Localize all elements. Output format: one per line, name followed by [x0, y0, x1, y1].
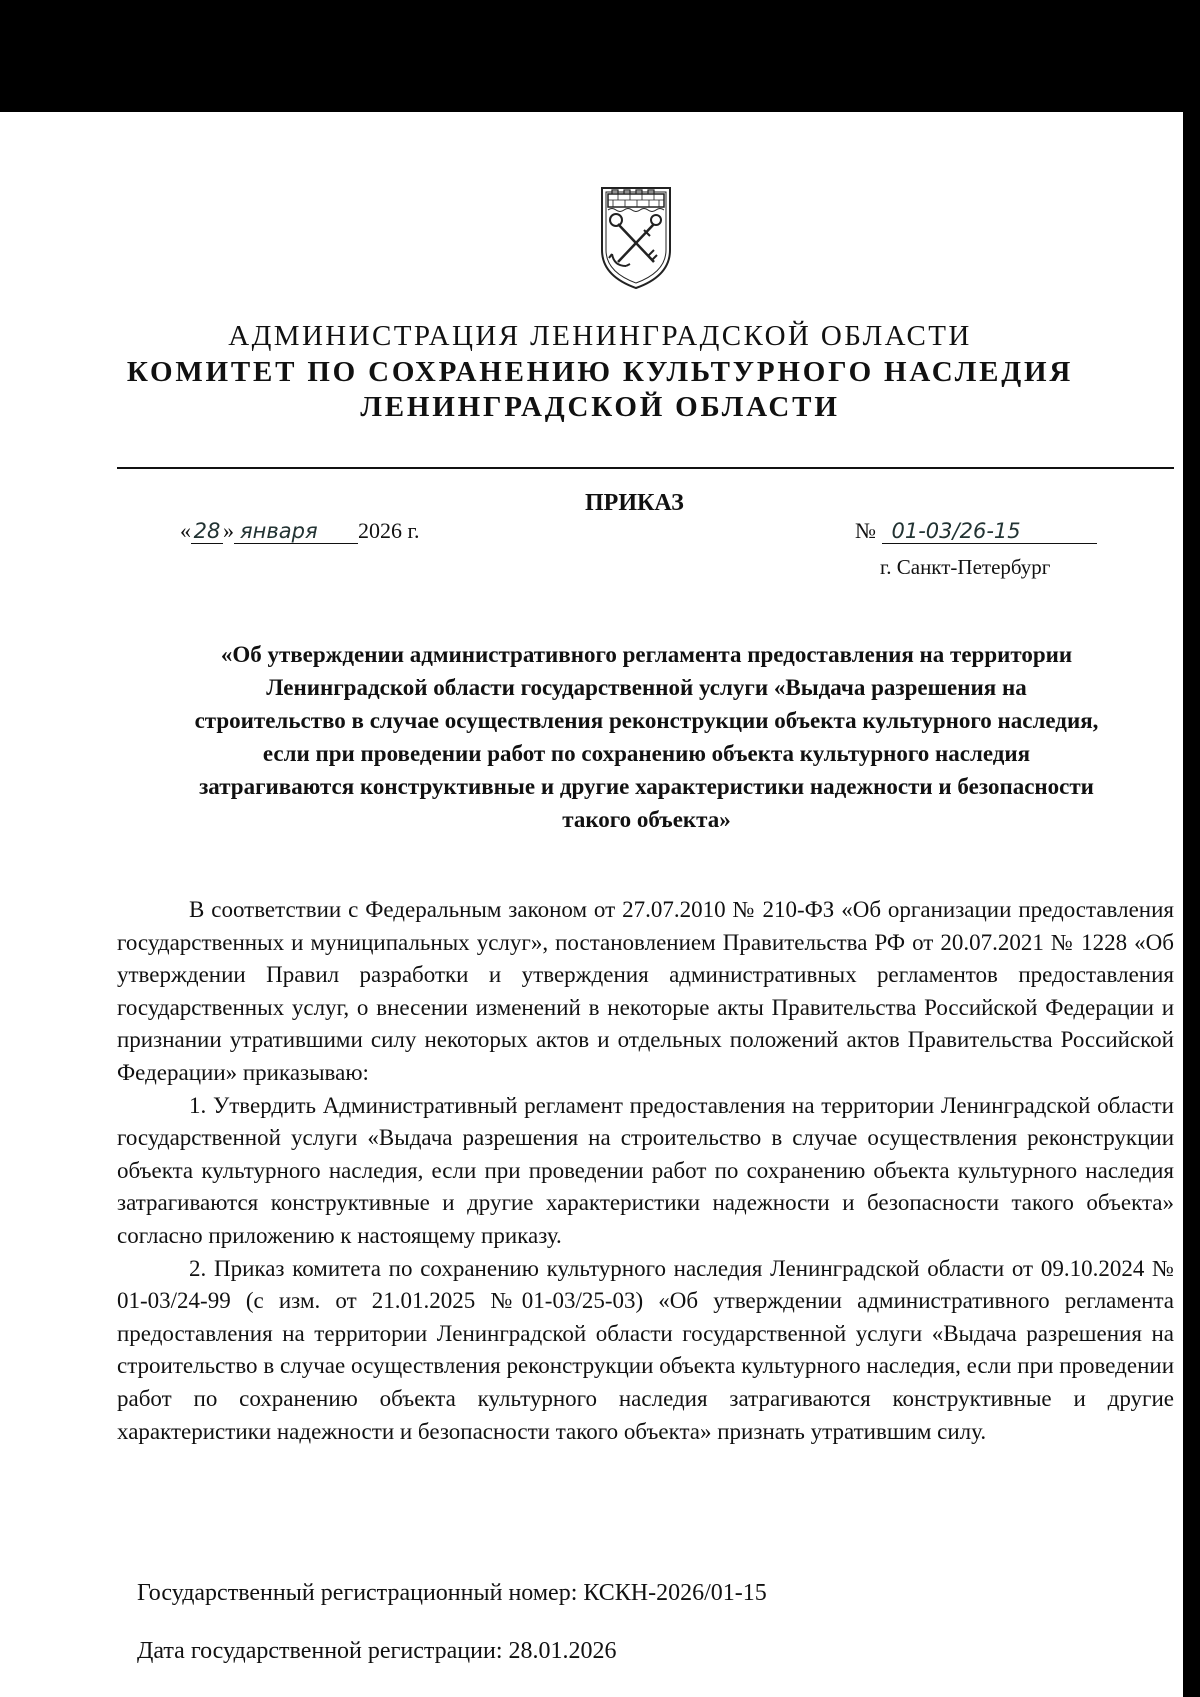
subject-line: такого объекта» [562, 807, 731, 832]
registration-date-label: Дата государственной регистрации: [137, 1638, 503, 1664]
registration-date-value: 28.01.2026 [508, 1638, 617, 1664]
order-month: января [234, 519, 358, 544]
order-subject [120, 638, 1173, 836]
administration-title: АДМИНИСТРАЦИЯ ЛЕНИНГРАДСКОЙ ОБЛАСТИ [228, 320, 972, 352]
registration-number [137, 1580, 767, 1607]
order-item-2: 2. Приказ комитета по сохранению культурного наследия Ленинградской области от 09.10.2024 № 01-03/24-99 (с изм. от 21.01.2025 №01-03/25-03) «Об утверждении административного регламента предоставления на территории Ленинградской области государственной услуги «Выдача разрешения на строительство в случае осуществления реконструкции объекта культурного наследия, если при проведении работ по сохранению объекта культурного наследия затрагиваются конструктивные и другие характеристики надежности и безопасности такого объекта» признать утратившим силу. [117, 1255, 1174, 1444]
order-date [180, 518, 420, 544]
committee-title-line1: КОМИТЕТ ПО СОХРАНЕНИЮ КУЛЬТУРНОГО НАСЛЕДИЯ [126, 356, 1074, 388]
scan-right-border [1183, 0, 1200, 1697]
order-day: 28 [191, 519, 223, 544]
date-open-quote: « [180, 518, 191, 543]
order-number-value: 01-03/26-15 [882, 519, 1097, 544]
subject-line: строительство в случае осуществления реконструкции объекта культурного наследия, [194, 708, 1099, 733]
registration-date [137, 1638, 617, 1665]
order-year: 2026 г. [358, 518, 420, 543]
order-city: г. Санкт-Петербург [880, 555, 1051, 579]
coat-of-arms-icon [596, 180, 676, 292]
scan-top-border [0, 0, 1200, 112]
order-item-1: 1. Утвердить Административный регламент предоставления на территории Ленинградской области государственной услуги «Выдача разрешения на строительство в случае осуществления реконструкции объекта культурного наследия, если при проведении работ по сохранению объекта культурного наследия затрагиваются конструктивные и другие характеристики надежности и безопасности такого объекта» согласно приложению к настоящему приказу. [117, 1092, 1174, 1248]
order-body [117, 894, 1174, 1448]
registration-number-value: КСКН-2026/01-15 [583, 1580, 767, 1606]
subject-line: «Об утверждении административного регламента предоставления на территории [220, 642, 1073, 667]
preamble-paragraph: В соответствии с Федеральным законом от 27.07.2010 № 210-ФЗ «Об организации предоставления государственных и муниципальных услуг», постановлением Правительства РФ от 20.07.2021 № 1228 «Об утверждении Правил разработки и утверждения административных регламентов предоставления государственных услуг, о внесении изменений в некоторые акты Правительства Российской Федерации и признании утратившими силу некоторых актов и отдельных положений актов Правительства Российской Федерации» приказываю: [117, 897, 1174, 1085]
order-number [855, 518, 1097, 544]
subject-line: Ленинградской области государственной услуги «Выдача разрешения на [266, 675, 1027, 700]
committee-title-line2: ЛЕНИНГРАДСКОЙ ОБЛАСТИ [360, 391, 840, 423]
registration-number-label: Государственный регистрационный номер: [137, 1580, 578, 1606]
subject-line: если при проведении работ по сохранению объекта культурного наследия [262, 741, 1031, 766]
date-close-quote: » [223, 518, 234, 543]
header-divider [117, 467, 1174, 469]
order-title: ПРИКАЗ [585, 490, 684, 516]
number-sign: № [855, 518, 876, 543]
subject-line: затрагиваются конструктивные и другие характеристики надежности и безопасности [199, 774, 1094, 799]
